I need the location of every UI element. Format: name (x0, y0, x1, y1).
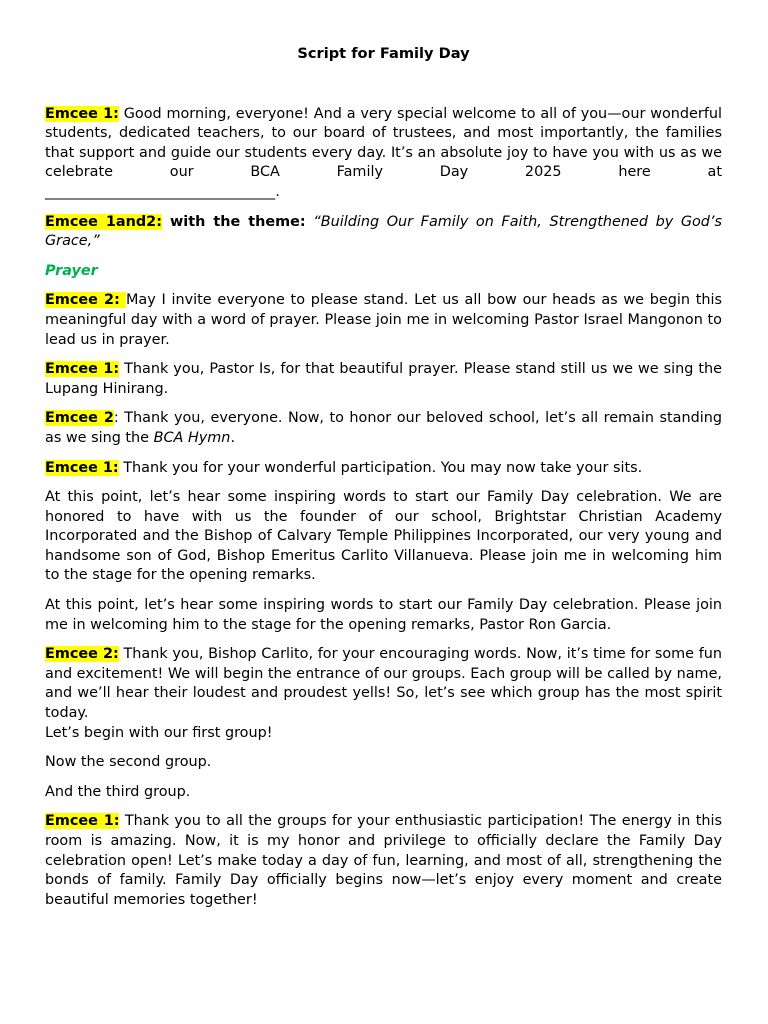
paragraph-text: Thank you, Bishop Carlito, for your encouraging words. Now, it’s time for some fun and excitement! We will begin the entrance of our groups. Each group will be called by name, and we’ll hear their loudest and proudest yells! So, let’s see which group has the most spirit today. (45, 646, 723, 722)
paragraph-text: Let’s begin with our first group! (45, 724, 273, 741)
speaker-label: Emcee 1: (45, 813, 120, 830)
paragraph-welcome (45, 105, 722, 203)
theme-label: with the theme: (161, 213, 306, 230)
venue-blank: ________________________________. (45, 183, 280, 200)
paragraph-theme (45, 213, 722, 252)
paragraph-text: Thank you to all the groups for your enthusiastic participation! The energy in this room is amazing. Now, it is my honor and privilege to officially declare the Family Day celebration open! Let’s make today a day of fun, learning, and most of all, strengthening the bonds of family. Family Day officially begins now—let’s enjoy every moment and create beautiful memories together! (45, 813, 722, 908)
paragraph-closing (45, 812, 722, 910)
paragraph-opening-remarks: At this point, let’s hear some inspiring words to start our Family Day celebration. Please join me in welcoming him to the stage for the opening remarks, Pastor Ron Garcia. (45, 597, 722, 633)
paragraph-founder: At this point, let’s hear some inspiring words to start our Family Day celebration. We are honored to have with us the founder of our school, Brightstar Christian Academy Incorporated and the Bishop of Calvary Temple Philippines Incorporated, our very young and handsome son of God, Bishop Emeritus Carlito Villanueva. Please join me in welcoming him to the stage for the opening remarks. (45, 489, 722, 584)
theme-text: “Building Our Family on Faith, Strengthened by God’s Grace,” (45, 213, 722, 250)
groups-block (45, 645, 722, 723)
hymn-title: BCA Hymn (153, 429, 231, 446)
paragraph-sits (45, 459, 722, 479)
paragraph-groups (45, 645, 722, 743)
speaker-label: Emcee 1: (45, 361, 120, 378)
speaker-label: Emcee 2: (45, 292, 127, 309)
paragraph-text: Thank you, Pastor Is, for that beautiful prayer. Please stand still us we we sing the Lupang Hinirang. (45, 361, 722, 397)
paragraph-anthem (45, 360, 722, 399)
speaker-label: Emcee 1: (45, 459, 119, 476)
document-page (45, 44, 722, 920)
paragraph-text: . (230, 429, 236, 446)
speaker-label: Emcee 2: (45, 646, 119, 663)
paragraph-third-group: And the third group. (45, 783, 191, 800)
paragraph-hymn (45, 409, 722, 448)
paragraph-text: May I invite everyone to please stand. Let us all bow our heads as we begin this meaningful day with a word of prayer. Please join me in welcoming Pastor Israel Mangonon to lead us in prayer. (45, 292, 723, 348)
prayer-heading: Prayer (45, 262, 98, 279)
page-title: Script for Family Day (297, 45, 470, 62)
paragraph-second-group: Now the second group. (45, 754, 212, 771)
paragraph-text: : Thank you, everyone. Now, to honor our beloved school, let’s all remain standing as we sing the (45, 410, 722, 446)
speaker-label: Emcee 1and2: (45, 213, 162, 230)
paragraph-text: Good morning, everyone! And a very special welcome to all of you—our wonderful students, dedicated teachers, to our board of trustees, and most importantly, the families that support and guide our students every day. It’s an absolute joy to have you with us as we celebrate our BCA Family Day 2025 here at (45, 105, 723, 181)
paragraph-text: Thank you for your wonderful participation. You may now take your sits. (118, 459, 643, 476)
speaker-label: Emcee 1: (45, 105, 119, 122)
speaker-label: Emcee 2 (45, 410, 114, 427)
paragraph-prayer-invite (45, 291, 722, 350)
